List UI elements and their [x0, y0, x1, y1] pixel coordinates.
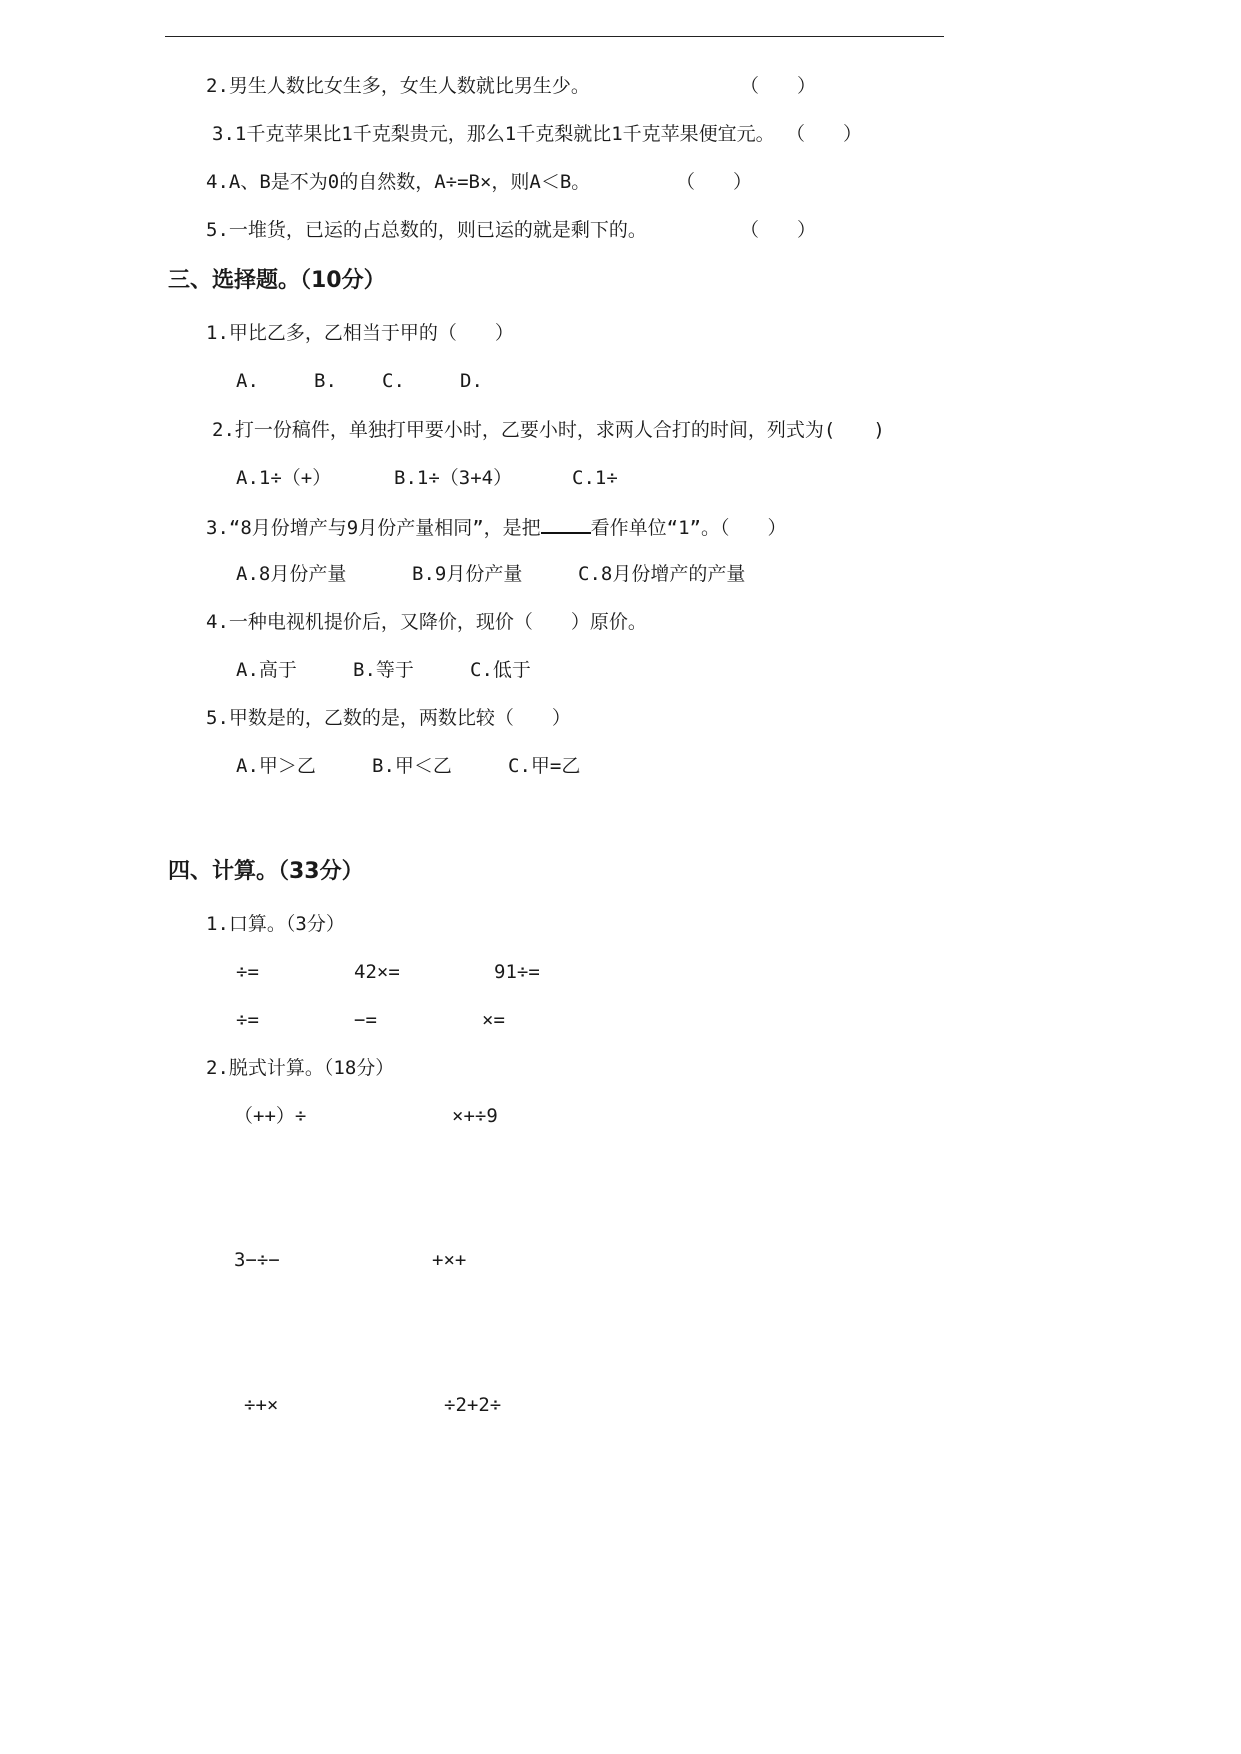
choice-option: B.1÷（3+4）: [394, 467, 513, 489]
choice-option: A.甲＞乙: [236, 755, 316, 777]
oral-calc-item: 91÷=: [494, 961, 540, 983]
choice-option: C.甲=乙: [508, 755, 581, 777]
stepwise-calc-item: ÷2+2÷: [444, 1394, 502, 1416]
choice-question-1: 1.甲比乙多，乙相当于甲的（ ）: [206, 322, 514, 344]
answer-blank-2[interactable]: （ ）: [740, 75, 817, 97]
section-title-choice: 三、选择题。（10分）: [168, 268, 386, 293]
choice-option: B.9月份产量: [412, 563, 523, 585]
choice-option: C.1÷: [572, 467, 618, 489]
question-text-after: 看作单位“1”。（ ）: [590, 517, 787, 539]
judgement-item-2: 2.男生人数比女生多，女生人数就比男生少。: [206, 75, 590, 97]
header-rule: [165, 36, 944, 37]
fill-blank[interactable]: [541, 514, 591, 534]
choice-question-3: [206, 514, 786, 540]
answer-blank-4[interactable]: （ ）: [676, 171, 753, 193]
oral-calc-item: ×=: [482, 1009, 505, 1031]
oral-calc-item: 42×=: [354, 961, 400, 983]
choice-option: B.: [314, 370, 337, 392]
stepwise-calc-item: +×+: [432, 1249, 467, 1271]
stepwise-calc-item: （++）÷: [234, 1105, 307, 1127]
oral-calc-label: 1.口算。（3分）: [206, 913, 345, 935]
choice-option: A.高于: [236, 659, 297, 681]
judgement-item-4: 4.A、B是不为0的自然数，A÷=B×，则A＜B。: [206, 171, 591, 193]
judgement-item-3: 3.1千克苹果比1千克梨贵元，那么1千克梨就比1千克苹果便宜元。: [212, 123, 775, 145]
oral-calc-item: −=: [354, 1009, 377, 1031]
judgement-item-5: 5.一堆货，已运的占总数的，则已运的就是剩下的。: [206, 219, 647, 241]
choice-option: B.甲＜乙: [372, 755, 452, 777]
choice-option: C.8月份增产的产量: [578, 563, 746, 585]
choice-question-4: 4.一种电视机提价后，又降价，现价（ ）原价。: [206, 611, 647, 633]
choice-option: D.: [460, 370, 483, 392]
stepwise-calc-label: 2.脱式计算。（18分）: [206, 1057, 395, 1079]
choice-option: A.: [236, 370, 259, 392]
oral-calc-item: ÷=: [236, 1009, 259, 1031]
choice-option: C.低于: [470, 659, 531, 681]
stepwise-calc-item: 3−÷−: [234, 1249, 280, 1271]
section-title-calc: 四、计算。（33分）: [168, 859, 364, 884]
choice-option: C.: [382, 370, 405, 392]
choice-option: A.1÷（+）: [236, 467, 332, 489]
oral-calc-item: ÷=: [236, 961, 259, 983]
choice-option: A.8月份产量: [236, 563, 347, 585]
choice-question-2: 2.打一份稿件，单独打甲要小时，乙要小时，求两人合打的时间，列式为( ): [212, 419, 885, 441]
question-text-before: 3.“8月份增产与9月份产量相同”，是把: [206, 517, 541, 539]
stepwise-calc-item: ×+÷9: [452, 1105, 498, 1127]
choice-question-5: 5.甲数是的，乙数的是，两数比较（ ）: [206, 707, 571, 729]
answer-blank-3[interactable]: （ ）: [786, 123, 863, 145]
stepwise-calc-item: ÷+×: [244, 1394, 279, 1416]
choice-option: B.等于: [353, 659, 414, 681]
answer-blank-5[interactable]: （ ）: [740, 219, 817, 241]
